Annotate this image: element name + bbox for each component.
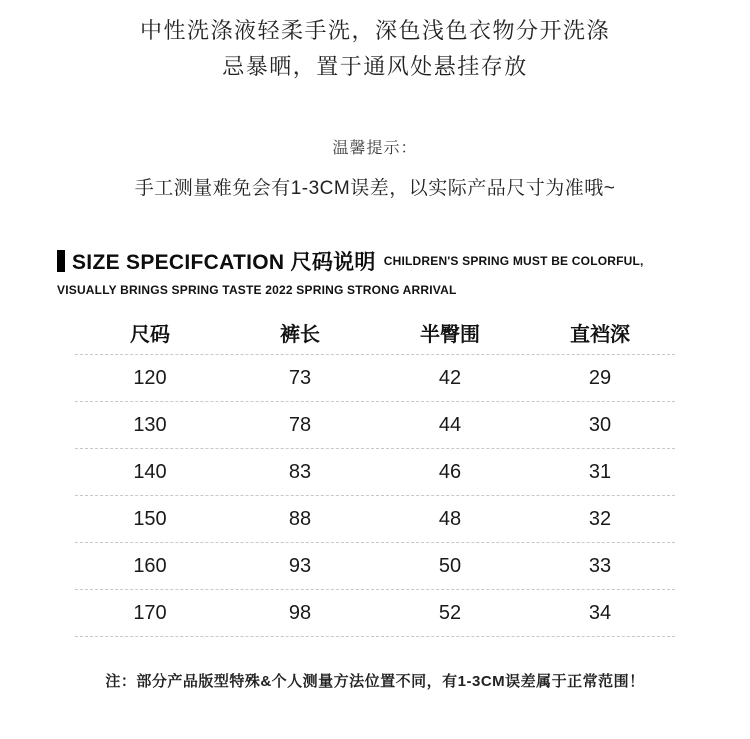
size-cell: 52 (438, 601, 462, 624)
size-table (75, 311, 675, 637)
size-cell: 93 (288, 554, 312, 577)
footer-note: 注：部分产品版型特殊&个人测量方法位置不同，有1-3CM误差属于正常范围！ (105, 673, 645, 690)
size-cell: 88 (288, 507, 312, 530)
care-instructions (0, 0, 750, 85)
table-row (75, 590, 675, 637)
size-cell: 42 (438, 366, 462, 389)
table-row (75, 355, 675, 402)
size-cell: 50 (438, 554, 462, 577)
care-instruction-line-1: 中性洗涤液轻柔手洗，深色浅色衣物分开洗涤 (139, 18, 610, 43)
size-cell: 31 (588, 460, 612, 483)
size-cell: 170 (133, 601, 167, 624)
column-header-pants-length: 裤长 (280, 324, 320, 346)
size-cell: 98 (288, 601, 312, 624)
size-heading-row (57, 246, 750, 276)
size-cell: 32 (588, 507, 612, 530)
table-row (75, 449, 675, 496)
size-cell: 46 (438, 460, 462, 483)
size-cell: 30 (588, 413, 612, 436)
column-header-size: 尺码 (130, 324, 170, 346)
size-cell: 48 (438, 507, 462, 530)
table-row (75, 402, 675, 449)
warm-tips-block (0, 135, 750, 200)
table-row (75, 543, 675, 590)
size-cell: 140 (133, 460, 167, 483)
size-section-subtitle-1: CHILDREN'S SPRING MUST BE COLORFUL, (383, 254, 644, 268)
size-section-subtitle-2: VISUALLY BRINGS SPRING TASTE 2022 SPRING STRONG ARRIVAL (57, 283, 457, 297)
size-section-title: SIZE SPECIFCATION 尺码说明 (72, 251, 376, 274)
size-table-header-row (75, 311, 675, 355)
size-cell: 34 (588, 601, 612, 624)
size-cell: 44 (438, 413, 462, 436)
size-cell: 130 (133, 413, 167, 436)
size-cell: 160 (133, 554, 167, 577)
size-cell: 83 (288, 460, 312, 483)
size-cell: 150 (133, 507, 167, 530)
size-cell: 29 (588, 366, 612, 389)
care-instruction-line-2: 忌暴晒，置于通风处悬挂存放 (222, 54, 528, 79)
table-row (75, 496, 675, 543)
size-cell: 33 (588, 554, 612, 577)
size-cell: 73 (288, 366, 312, 389)
warm-tips-text: 手工测量难免会有1-3CM误差，以实际产品尺寸为准哦~ (134, 178, 616, 199)
size-cell: 78 (288, 413, 312, 436)
size-cell: 120 (133, 366, 167, 389)
column-header-half-hip: 半臀围 (420, 324, 480, 346)
heading-accent-bar (57, 250, 65, 272)
column-header-rise-depth: 直裆深 (570, 324, 630, 346)
warm-tips-title: 温馨提示： (332, 140, 418, 157)
size-section-header (0, 246, 750, 297)
